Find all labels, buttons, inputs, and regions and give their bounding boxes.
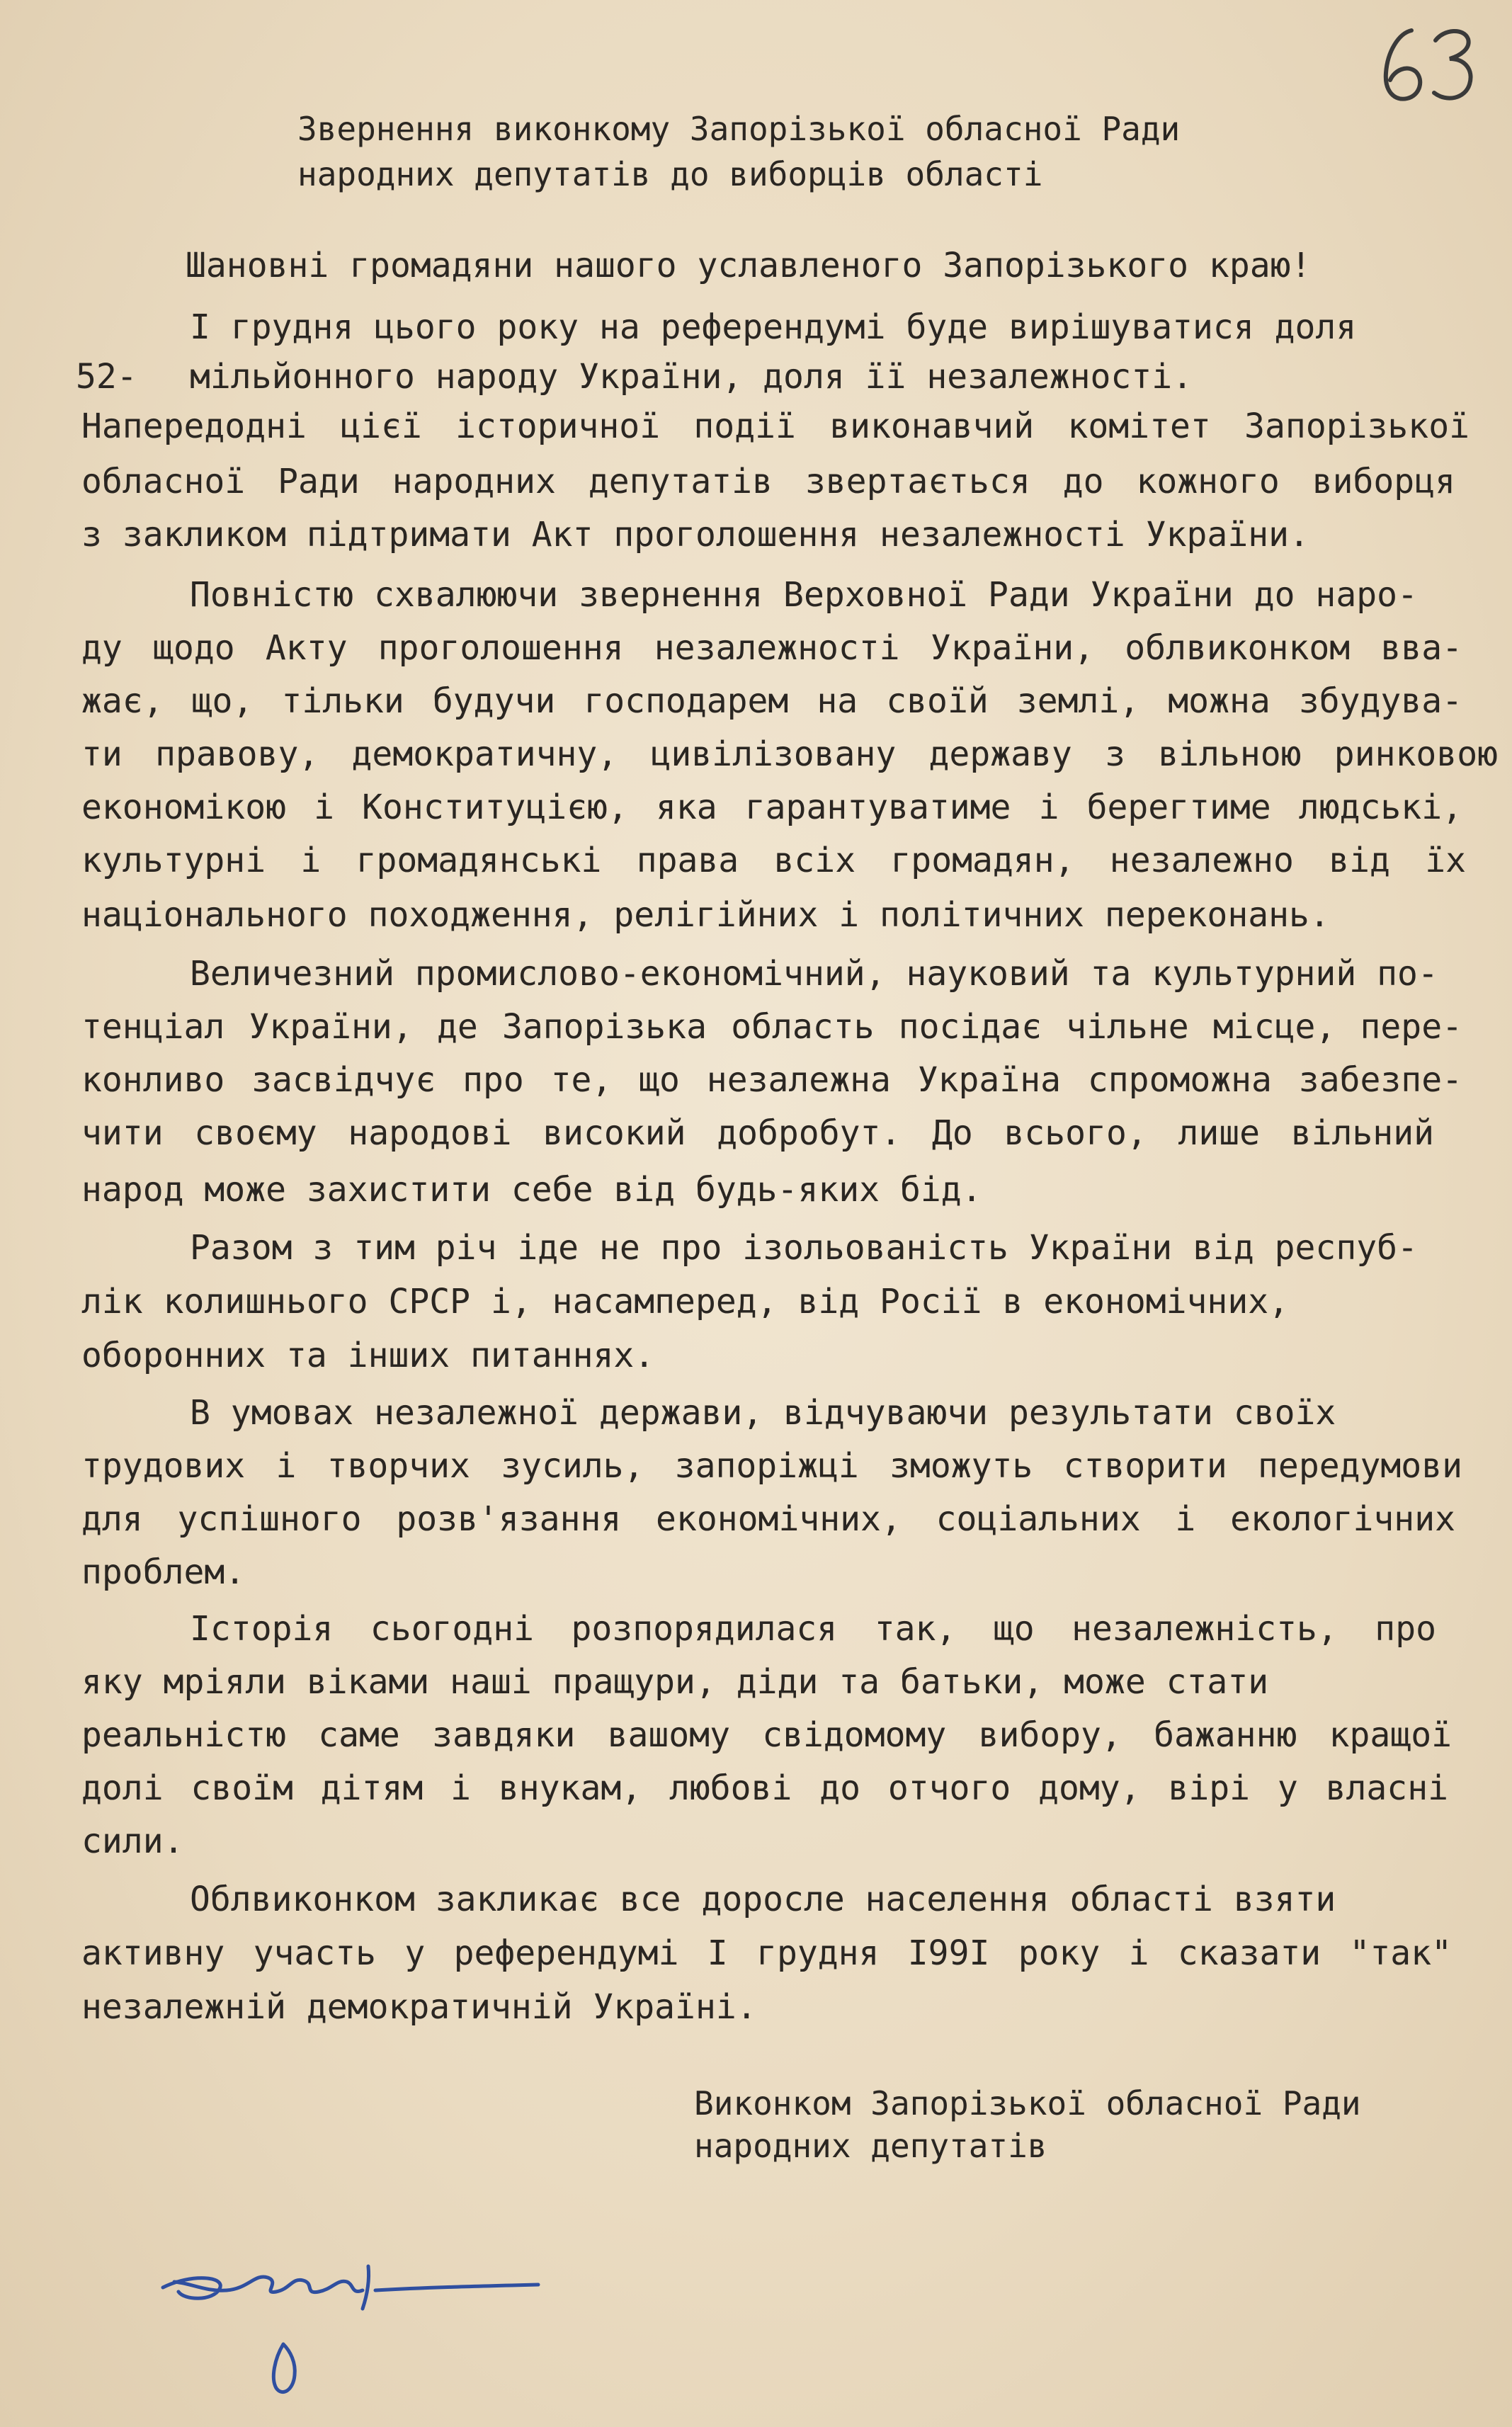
text-line: з закликом підтримати Акт проголошення незалежності України.	[81, 515, 1309, 555]
title-line-1: Звернення виконкому Запорізької обласної Ради	[297, 110, 1181, 148]
text-line: активну участь у референдумі І грудня І99І року і сказати "так"	[81, 1933, 1452, 1973]
text-line: для успішного розв'язання економічних, соціальних і екологічних	[81, 1499, 1455, 1539]
text-line: чити своєму народові високий добробут. До всього, лише вільний	[81, 1113, 1434, 1153]
text-line: І грудня цього року на референдумі буде вирішуватися доля	[190, 307, 1357, 347]
text-line: яку мріяли віками наші пращури, діди та батьки, може стати	[81, 1662, 1269, 1702]
text-line: сили.	[81, 1821, 184, 1861]
signature-block	[694, 2082, 1361, 2167]
text-line: народ може захистити себе від будь-яких бід.	[81, 1170, 982, 1210]
handwritten-page-number	[1370, 18, 1484, 110]
text-line: ти правову, демократичну, цивілізовану державу з вільною ринковою	[81, 734, 1498, 774]
text-line: обласної Ради народних депутатів звертається до кожного виборця	[81, 462, 1455, 501]
handwritten-signature	[142, 2231, 609, 2408]
title-line-2: народних депутатів до виборців області	[297, 155, 1043, 193]
text-line: Історія сьогодні розпорядилася так, що незалежність, про	[190, 1609, 1436, 1649]
text-line: В умовах незалежної держави, відчуваючи результати своїх	[190, 1393, 1336, 1433]
text-line: культурні і громадянські права всіх громадян, незалежно від їх	[81, 841, 1466, 880]
text-line: лік колишнього СРСР і, насамперед, від Росії в економічних,	[81, 1282, 1290, 1322]
text-line: незалежній демократичній Україні.	[81, 1987, 757, 2027]
signature-line-1: Виконком Запорізької обласної Ради	[694, 2084, 1361, 2122]
text-line: мільйонного народу України, доля її незалежності.	[190, 357, 1193, 397]
text-line: національного походження, релігійних і політичних переконань.	[81, 895, 1330, 935]
text-line: Величезний промислово-економічний, науковий та культурний по-	[190, 954, 1438, 994]
text-line: Напередодні цієї історичної події виконавчий комітет Запорізької	[81, 407, 1470, 446]
text-line: Разом з тим річ іде не про ізольованість України від респуб-	[190, 1228, 1418, 1268]
signature-line-2: народних депутатів	[694, 2127, 1047, 2165]
text-line: жає, що, тільки будучи господарем на своїй землі, можна збудува-	[81, 681, 1462, 721]
signature-drawing	[142, 2231, 609, 2408]
text-line: Повністю схвалюючи звернення Верховної Ради України до наро-	[190, 575, 1418, 615]
text-line: долі своїм дітям і внукам, любові до отчого дому, вірі у власні	[81, 1768, 1448, 1808]
text-line-fragment: 52-	[76, 357, 137, 397]
text-line: оборонних та інших питаннях.	[81, 1336, 655, 1375]
document-title	[297, 106, 1180, 197]
text-line: реальністю саме завдяки вашому свідомому вибору, бажанню кращої	[81, 1715, 1452, 1755]
text-line: ду щодо Акту проголошення незалежності України, облвиконком вва-	[81, 628, 1462, 668]
text-line: конливо засвідчує про те, що незалежна Україна спроможна забезпе-	[81, 1060, 1462, 1100]
text-line: трудових і творчих зусиль, запоріжці зможуть створити передумови	[81, 1446, 1462, 1486]
text-line: економікою і Конституцією, яка гарантуватиме і берегтиме людські,	[81, 788, 1462, 827]
text-line: тенціал України, де Запорізька область посідає чільне місце, пере-	[81, 1007, 1462, 1047]
page-number-drawing	[1370, 18, 1484, 110]
text-line: Облвиконком закликає все доросле населення області взяти	[190, 1880, 1336, 1919]
text-line: проблем.	[81, 1552, 246, 1592]
salutation-line: Шановні громадяни нашого уславленого Запорізького краю!	[186, 246, 1312, 285]
